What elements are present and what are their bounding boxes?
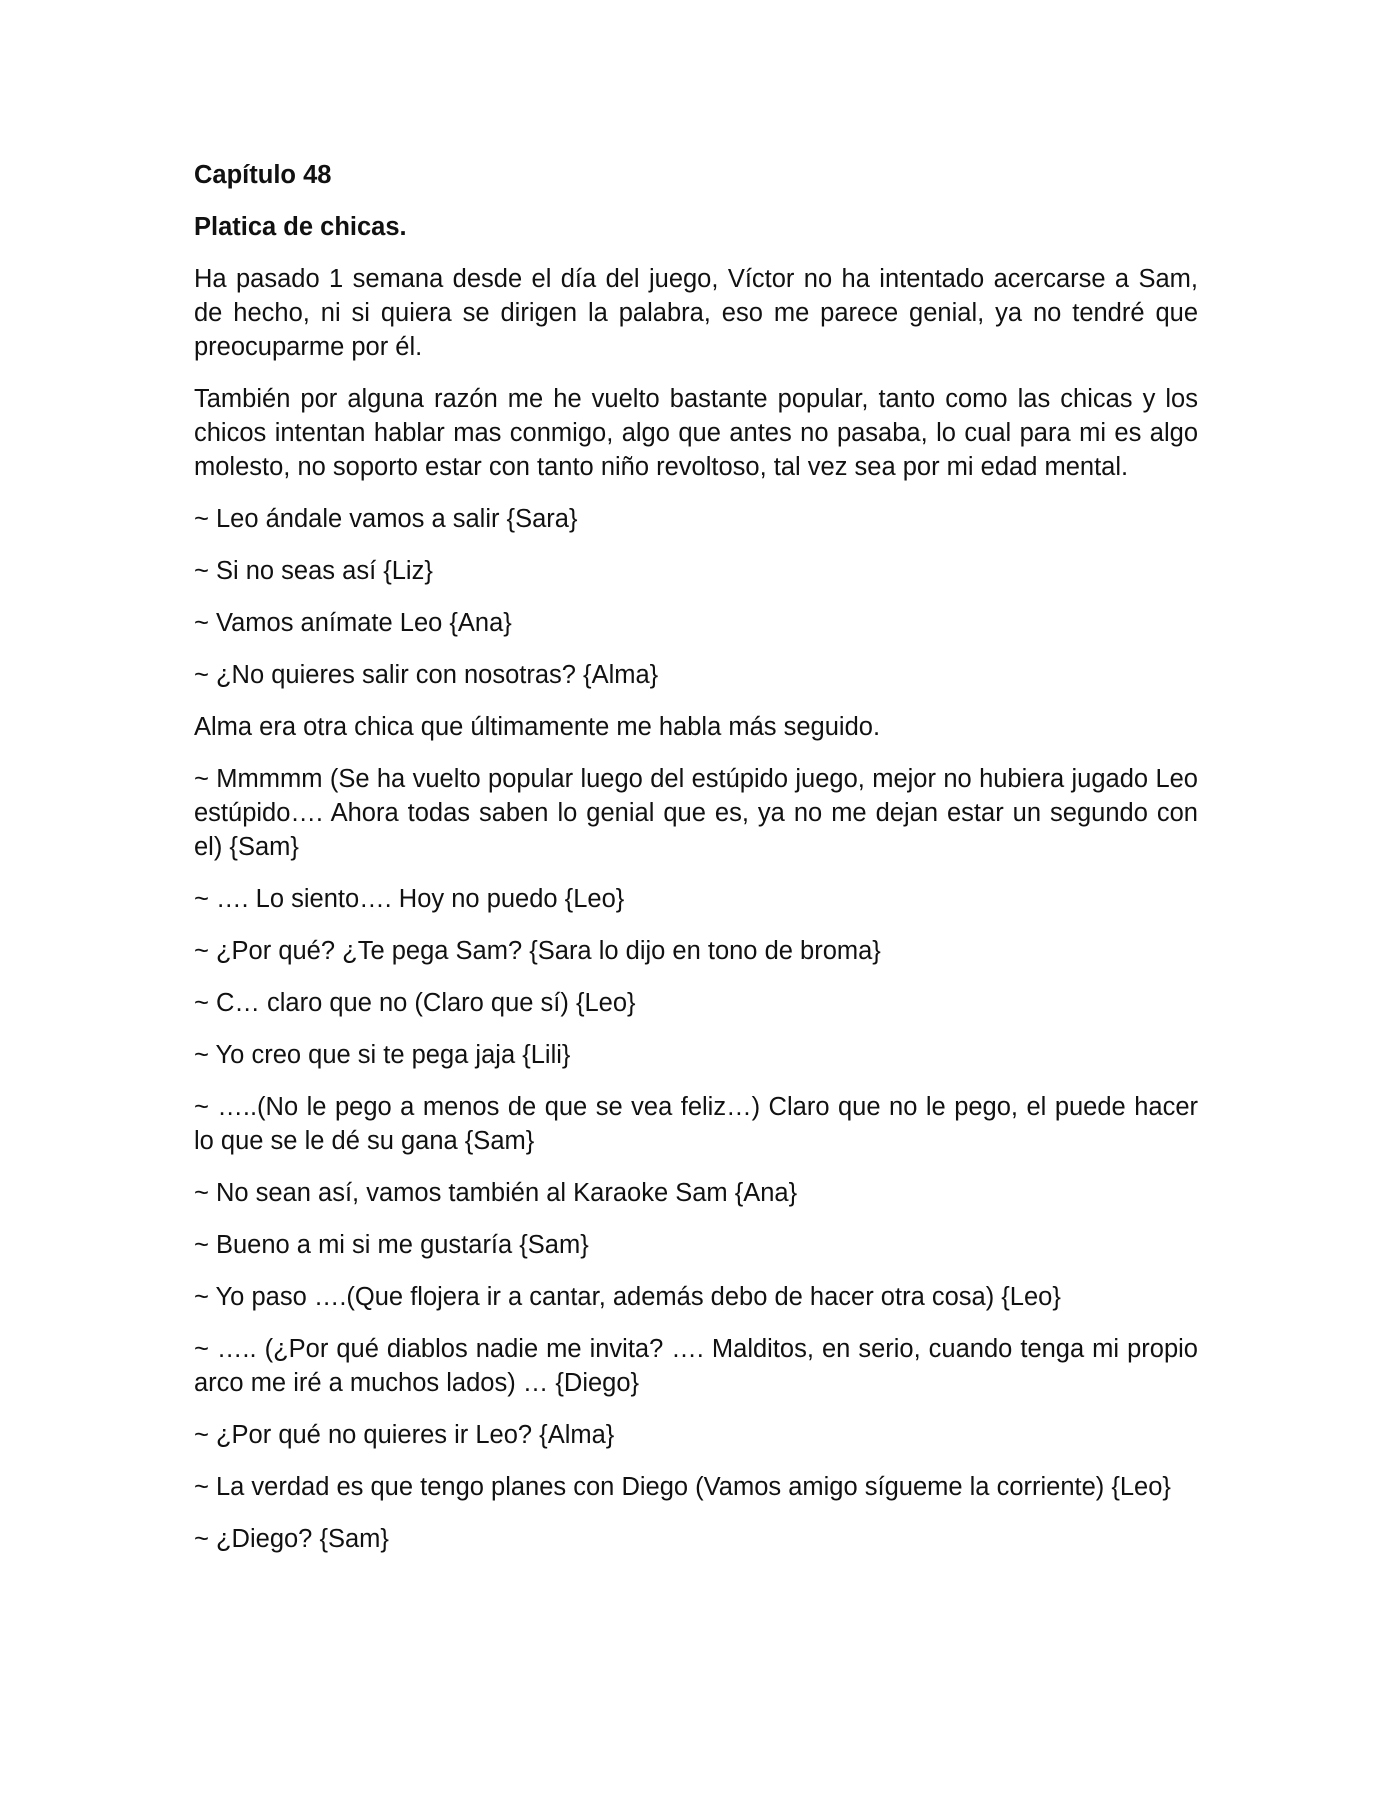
dialogue-line: ~ Si no seas así {Liz} <box>194 557 433 585</box>
dialogue-line: ~ ¿No quieres salir con nosotras? {Alma} <box>194 661 659 689</box>
dialogue-line: ~ No sean así, vamos también al Karaoke Sam {Ana} <box>194 1179 798 1207</box>
dialogue-line: ~ ¿Por qué no quieres ir Leo? {Alma} <box>194 1421 615 1449</box>
dialogue-line: ~ Leo ándale vamos a salir {Sara} <box>194 505 578 533</box>
paragraph: También por alguna razón me he vuelto bastante popular, tanto como las chicas y los chicos intentan hablar mas conmigo, algo que antes no pasaba, lo cual para mi es algo molesto, no soporto estar con tanto niño revoltoso, tal vez sea por mi edad mental. <box>194 385 1198 481</box>
dialogue-line: ~ Bueno a mi si me gustaría {Sam} <box>194 1231 589 1259</box>
paragraph: Ha pasado 1 semana desde el día del juego, Víctor no ha intentado acercarse a Sam, de hecho, ni si quiera se dirigen la palabra, eso me parece genial, ya no tendré que preocuparme por él. <box>194 265 1198 361</box>
dialogue-line: ~ C… claro que no (Claro que sí) {Leo} <box>194 989 636 1017</box>
dialogue-line: ~ Yo creo que si te pega jaja {Lili} <box>194 1041 571 1069</box>
dialogue-line: ~ Vamos anímate Leo {Ana} <box>194 609 512 637</box>
dialogue-line: ~ ¿Diego? {Sam} <box>194 1525 389 1553</box>
paragraph: Alma era otra chica que últimamente me habla más seguido. <box>194 713 881 741</box>
dialogue-line: ~ Mmmmm (Se ha vuelto popular luego del estúpido juego, mejor no hubiera jugado Leo estúpido…. Ahora todas saben lo genial que es, ya no me dejan estar un segundo con el) {Sam} <box>194 765 1198 861</box>
document-page <box>194 158 1198 1574</box>
dialogue-line: ~ …. Lo siento…. Hoy no puedo {Leo} <box>194 885 625 913</box>
dialogue-line: ~ ¿Por qué? ¿Te pega Sam? {Sara lo dijo en tono de broma} <box>194 937 881 965</box>
dialogue-line: ~ …..(No le pego a menos de que se vea feliz…) Claro que no le pego, el puede hacer lo que se le dé su gana {Sam} <box>194 1093 1198 1155</box>
chapter-title: Capítulo 48 <box>194 161 332 189</box>
dialogue-line: ~ Yo paso ….(Que flojera ir a cantar, además debo de hacer otra cosa) {Leo} <box>194 1283 1061 1311</box>
dialogue-line: ~ ….. (¿Por qué diablos nadie me invita? …. Malditos, en serio, cuando tenga mi propio arco me iré a muchos lados) … {Diego} <box>194 1335 1198 1397</box>
chapter-subtitle: Platica de chicas. <box>194 213 407 241</box>
dialogue-line: ~ La verdad es que tengo planes con Diego (Vamos amigo sígueme la corriente) {Leo} <box>194 1473 1171 1501</box>
